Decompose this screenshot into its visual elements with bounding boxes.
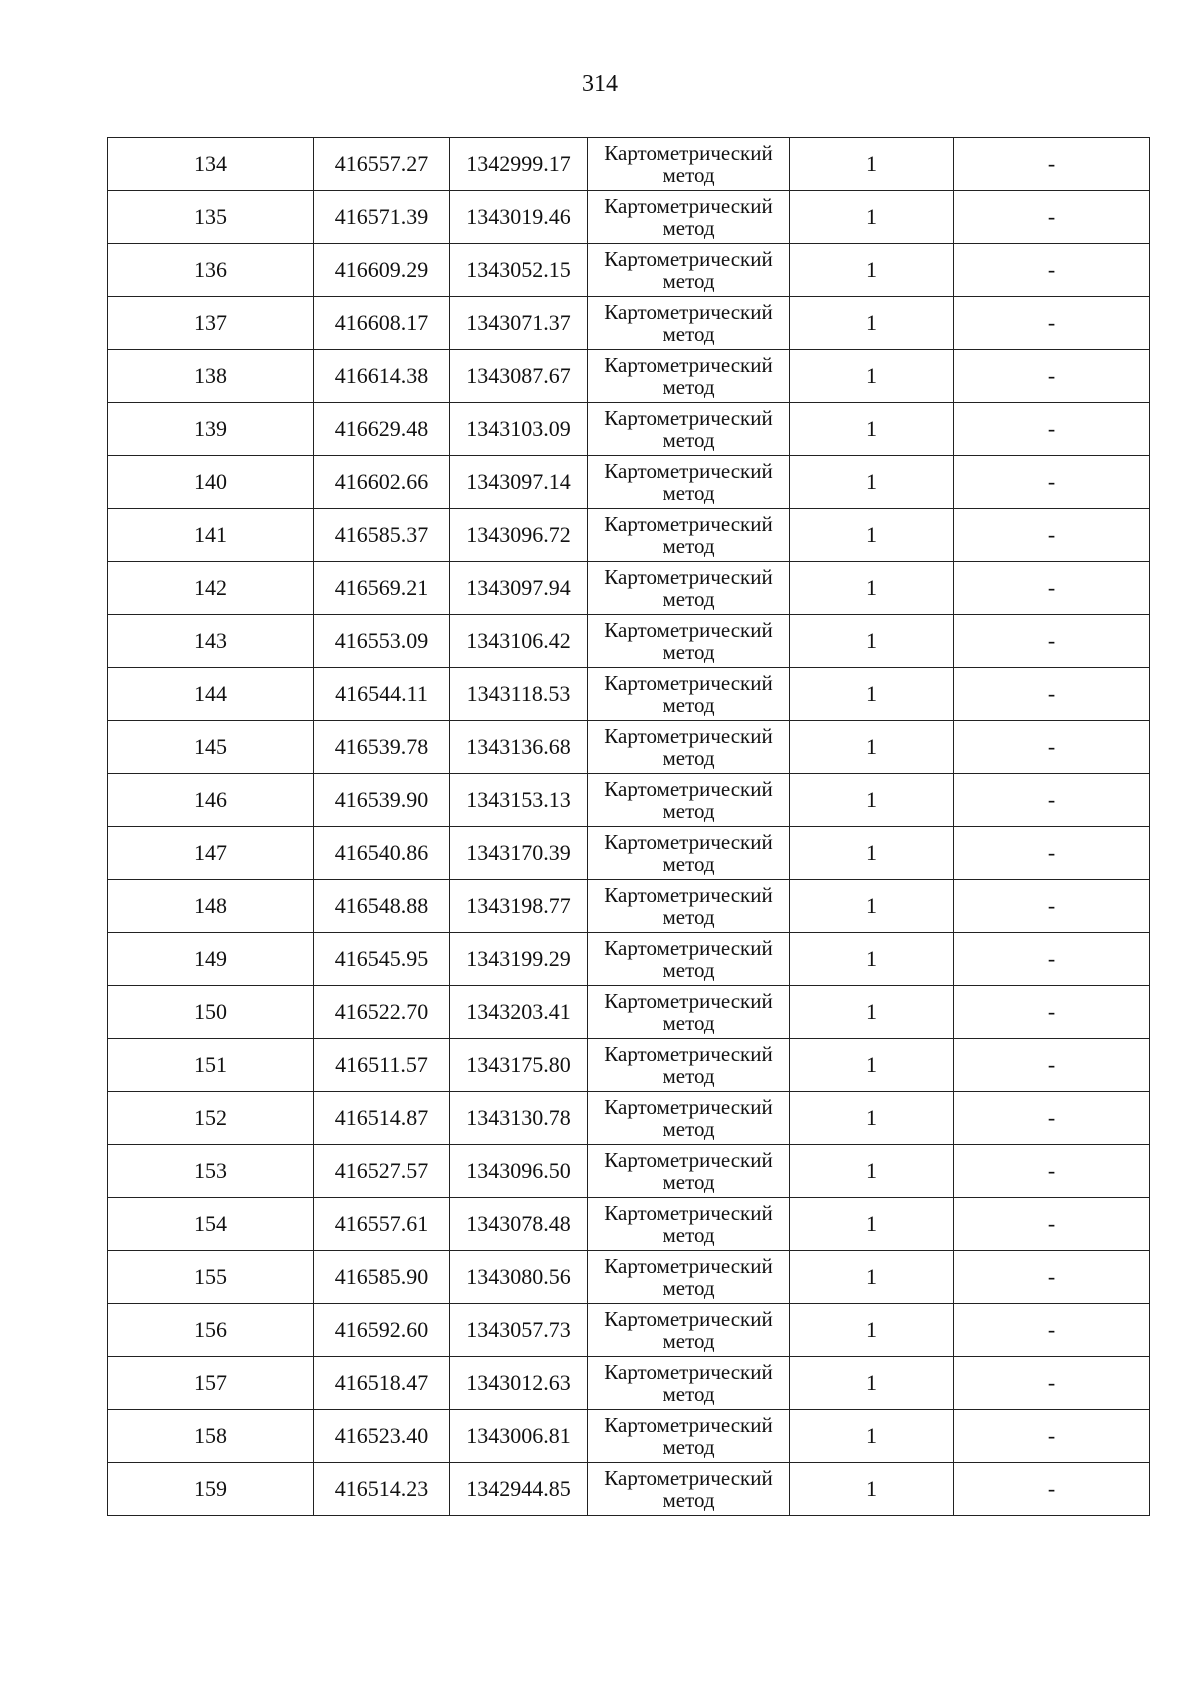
x-coordinate-cell: 416539.78: [314, 721, 450, 774]
table-row: [108, 244, 1150, 297]
x-coordinate-cell: 416557.61: [314, 1198, 450, 1251]
method-line-1: Картометрический: [604, 671, 773, 695]
point-number-cell: 158: [108, 1410, 314, 1463]
precision-cell: 1: [790, 774, 954, 827]
precision-cell: 1: [790, 721, 954, 774]
note-cell: -: [954, 668, 1150, 721]
precision-cell: 1: [790, 1410, 954, 1463]
method-line-2: метод: [662, 269, 715, 293]
table-body: [108, 138, 1150, 1516]
method-cell: [588, 403, 790, 456]
point-number-cell: 154: [108, 1198, 314, 1251]
point-number-cell: 134: [108, 138, 314, 191]
x-coordinate-cell: 416557.27: [314, 138, 450, 191]
note-cell: -: [954, 827, 1150, 880]
method-line-1: Картометрический: [604, 1095, 773, 1119]
point-number-cell: 139: [108, 403, 314, 456]
method-cell: [588, 668, 790, 721]
x-coordinate-cell: 416609.29: [314, 244, 450, 297]
table-row: [108, 1092, 1150, 1145]
method-line-1: Картометрический: [604, 724, 773, 748]
note-cell: -: [954, 456, 1150, 509]
note-cell: -: [954, 774, 1150, 827]
precision-cell: 1: [790, 1357, 954, 1410]
y-coordinate-cell: 1343097.94: [450, 562, 588, 615]
precision-cell: 1: [790, 1092, 954, 1145]
table-row: [108, 350, 1150, 403]
method-line-2: метод: [662, 1117, 715, 1141]
point-number-cell: 136: [108, 244, 314, 297]
method-line-2: метод: [662, 1382, 715, 1406]
method-line-1: Картометрический: [604, 512, 773, 536]
x-coordinate-cell: 416629.48: [314, 403, 450, 456]
point-number-cell: 157: [108, 1357, 314, 1410]
method-line-1: Картометрический: [604, 565, 773, 589]
y-coordinate-cell: 1343130.78: [450, 1092, 588, 1145]
method-line-1: Картометрический: [604, 300, 773, 324]
note-cell: -: [954, 562, 1150, 615]
point-number-cell: 153: [108, 1145, 314, 1198]
table-row: [108, 403, 1150, 456]
precision-cell: 1: [790, 1145, 954, 1198]
y-coordinate-cell: 1343175.80: [450, 1039, 588, 1092]
note-cell: -: [954, 138, 1150, 191]
precision-cell: 1: [790, 509, 954, 562]
table-row: [108, 1304, 1150, 1357]
method-cell: [588, 1039, 790, 1092]
y-coordinate-cell: 1343080.56: [450, 1251, 588, 1304]
method-cell: [588, 880, 790, 933]
method-line-1: Картометрический: [604, 353, 773, 377]
method-cell: [588, 774, 790, 827]
precision-cell: 1: [790, 1198, 954, 1251]
method-line-2: метод: [662, 587, 715, 611]
point-number-cell: 140: [108, 456, 314, 509]
method-line-2: метод: [662, 958, 715, 982]
table-row: [108, 138, 1150, 191]
method-cell: [588, 615, 790, 668]
note-cell: -: [954, 1092, 1150, 1145]
point-number-cell: 137: [108, 297, 314, 350]
precision-cell: 1: [790, 138, 954, 191]
method-line-2: метод: [662, 1329, 715, 1353]
y-coordinate-cell: 1343136.68: [450, 721, 588, 774]
table-row: [108, 1039, 1150, 1092]
method-cell: [588, 1251, 790, 1304]
x-coordinate-cell: 416592.60: [314, 1304, 450, 1357]
table-row: [108, 615, 1150, 668]
point-number-cell: 144: [108, 668, 314, 721]
table-row: [108, 1145, 1150, 1198]
method-cell: [588, 1463, 790, 1516]
table-row: [108, 668, 1150, 721]
point-number-cell: 148: [108, 880, 314, 933]
y-coordinate-cell: 1343170.39: [450, 827, 588, 880]
precision-cell: 1: [790, 986, 954, 1039]
method-line-2: метод: [662, 640, 715, 664]
coordinates-table: [107, 137, 1150, 1516]
method-line-1: Картометрический: [604, 141, 773, 165]
table-row: [108, 1463, 1150, 1516]
method-cell: [588, 933, 790, 986]
precision-cell: 1: [790, 1039, 954, 1092]
y-coordinate-cell: 1343203.41: [450, 986, 588, 1039]
method-line-2: метод: [662, 1435, 715, 1459]
x-coordinate-cell: 416548.88: [314, 880, 450, 933]
table-row: [108, 986, 1150, 1039]
table-row: [108, 1357, 1150, 1410]
table-row: [108, 827, 1150, 880]
point-number-cell: 155: [108, 1251, 314, 1304]
method-line-1: Картометрический: [604, 1148, 773, 1172]
precision-cell: 1: [790, 615, 954, 668]
x-coordinate-cell: 416569.21: [314, 562, 450, 615]
method-line-2: метод: [662, 905, 715, 929]
precision-cell: 1: [790, 1251, 954, 1304]
x-coordinate-cell: 416523.40: [314, 1410, 450, 1463]
note-cell: -: [954, 721, 1150, 774]
method-line-1: Картометрический: [604, 194, 773, 218]
note-cell: -: [954, 1304, 1150, 1357]
x-coordinate-cell: 416527.57: [314, 1145, 450, 1198]
method-line-1: Картометрический: [604, 1042, 773, 1066]
method-line-1: Картометрический: [604, 459, 773, 483]
point-number-cell: 142: [108, 562, 314, 615]
note-cell: -: [954, 880, 1150, 933]
table-row: [108, 933, 1150, 986]
note-cell: -: [954, 1357, 1150, 1410]
precision-cell: 1: [790, 933, 954, 986]
note-cell: -: [954, 1251, 1150, 1304]
precision-cell: 1: [790, 668, 954, 721]
point-number-cell: 146: [108, 774, 314, 827]
precision-cell: 1: [790, 191, 954, 244]
method-line-2: метод: [662, 481, 715, 505]
table-row: [108, 297, 1150, 350]
x-coordinate-cell: 416514.87: [314, 1092, 450, 1145]
table-row: [108, 456, 1150, 509]
method-line-1: Картометрический: [604, 1360, 773, 1384]
method-line-2: метод: [662, 1170, 715, 1194]
note-cell: -: [954, 986, 1150, 1039]
method-line-2: метод: [662, 1276, 715, 1300]
point-number-cell: 138: [108, 350, 314, 403]
note-cell: -: [954, 509, 1150, 562]
method-line-1: Картометрический: [604, 1307, 773, 1331]
method-line-2: метод: [662, 1064, 715, 1088]
method-line-1: Картометрический: [604, 777, 773, 801]
precision-cell: 1: [790, 1304, 954, 1357]
note-cell: -: [954, 1198, 1150, 1251]
precision-cell: 1: [790, 827, 954, 880]
table-row: [108, 509, 1150, 562]
y-coordinate-cell: 1343106.42: [450, 615, 588, 668]
point-number-cell: 147: [108, 827, 314, 880]
method-line-1: Картометрический: [604, 618, 773, 642]
precision-cell: 1: [790, 880, 954, 933]
page-number: 314: [582, 71, 618, 97]
method-line-1: Картометрический: [604, 883, 773, 907]
table-row: [108, 1410, 1150, 1463]
x-coordinate-cell: 416571.39: [314, 191, 450, 244]
x-coordinate-cell: 416553.09: [314, 615, 450, 668]
y-coordinate-cell: 1343096.50: [450, 1145, 588, 1198]
y-coordinate-cell: 1343118.53: [450, 668, 588, 721]
note-cell: -: [954, 1410, 1150, 1463]
method-cell: [588, 1304, 790, 1357]
method-cell: [588, 138, 790, 191]
precision-cell: 1: [790, 403, 954, 456]
note-cell: -: [954, 1463, 1150, 1516]
table-row: [108, 191, 1150, 244]
precision-cell: 1: [790, 297, 954, 350]
point-number-cell: 149: [108, 933, 314, 986]
method-line-2: метод: [662, 1223, 715, 1247]
x-coordinate-cell: 416585.90: [314, 1251, 450, 1304]
point-number-cell: 159: [108, 1463, 314, 1516]
method-line-2: метод: [662, 375, 715, 399]
method-cell: [588, 191, 790, 244]
y-coordinate-cell: 1343057.73: [450, 1304, 588, 1357]
method-cell: [588, 244, 790, 297]
method-line-1: Картометрический: [604, 1201, 773, 1225]
precision-cell: 1: [790, 350, 954, 403]
method-cell: [588, 1092, 790, 1145]
method-cell: [588, 721, 790, 774]
method-line-2: метод: [662, 1488, 715, 1512]
x-coordinate-cell: 416545.95: [314, 933, 450, 986]
method-line-1: Картометрический: [604, 247, 773, 271]
y-coordinate-cell: 1343019.46: [450, 191, 588, 244]
y-coordinate-cell: 1343071.37: [450, 297, 588, 350]
table-row: [108, 774, 1150, 827]
point-number-cell: 152: [108, 1092, 314, 1145]
method-cell: [588, 1357, 790, 1410]
method-cell: [588, 562, 790, 615]
method-line-1: Картометрический: [604, 989, 773, 1013]
method-cell: [588, 1145, 790, 1198]
method-line-2: метод: [662, 799, 715, 823]
table-row: [108, 880, 1150, 933]
x-coordinate-cell: 416539.90: [314, 774, 450, 827]
precision-cell: 1: [790, 456, 954, 509]
x-coordinate-cell: 416602.66: [314, 456, 450, 509]
precision-cell: 1: [790, 244, 954, 297]
x-coordinate-cell: 416544.11: [314, 668, 450, 721]
point-number-cell: 143: [108, 615, 314, 668]
method-line-1: Картометрический: [604, 1413, 773, 1437]
note-cell: -: [954, 1145, 1150, 1198]
method-line-1: Картометрический: [604, 1254, 773, 1278]
y-coordinate-cell: 1343103.09: [450, 403, 588, 456]
x-coordinate-cell: 416585.37: [314, 509, 450, 562]
method-cell: [588, 509, 790, 562]
note-cell: -: [954, 244, 1150, 297]
method-line-2: метод: [662, 322, 715, 346]
method-line-1: Картометрический: [604, 830, 773, 854]
y-coordinate-cell: 1343096.72: [450, 509, 588, 562]
point-number-cell: 135: [108, 191, 314, 244]
method-cell: [588, 986, 790, 1039]
method-cell: [588, 1198, 790, 1251]
method-line-1: Картометрический: [604, 936, 773, 960]
y-coordinate-cell: 1343052.15: [450, 244, 588, 297]
method-line-2: метод: [662, 534, 715, 558]
method-line-2: метод: [662, 216, 715, 240]
y-coordinate-cell: 1343087.67: [450, 350, 588, 403]
note-cell: -: [954, 403, 1150, 456]
y-coordinate-cell: 1343199.29: [450, 933, 588, 986]
precision-cell: 1: [790, 1463, 954, 1516]
x-coordinate-cell: 416540.86: [314, 827, 450, 880]
point-number-cell: 150: [108, 986, 314, 1039]
method-cell: [588, 350, 790, 403]
y-coordinate-cell: 1343078.48: [450, 1198, 588, 1251]
note-cell: -: [954, 1039, 1150, 1092]
method-line-2: метод: [662, 428, 715, 452]
method-cell: [588, 456, 790, 509]
note-cell: -: [954, 350, 1150, 403]
x-coordinate-cell: 416518.47: [314, 1357, 450, 1410]
precision-cell: 1: [790, 562, 954, 615]
table-row: [108, 1198, 1150, 1251]
note-cell: -: [954, 191, 1150, 244]
table-row: [108, 562, 1150, 615]
method-cell: [588, 827, 790, 880]
x-coordinate-cell: 416614.38: [314, 350, 450, 403]
note-cell: -: [954, 297, 1150, 350]
table-row: [108, 1251, 1150, 1304]
x-coordinate-cell: 416514.23: [314, 1463, 450, 1516]
y-coordinate-cell: 1342944.85: [450, 1463, 588, 1516]
method-cell: [588, 1410, 790, 1463]
method-line-2: метод: [662, 693, 715, 717]
method-line-2: метод: [662, 746, 715, 770]
x-coordinate-cell: 416511.57: [314, 1039, 450, 1092]
method-line-2: метод: [662, 852, 715, 876]
y-coordinate-cell: 1343097.14: [450, 456, 588, 509]
method-line-1: Картометрический: [604, 1466, 773, 1490]
table-row: [108, 721, 1150, 774]
point-number-cell: 151: [108, 1039, 314, 1092]
method-line-2: метод: [662, 1011, 715, 1035]
y-coordinate-cell: 1343006.81: [450, 1410, 588, 1463]
method-line-1: Картометрический: [604, 406, 773, 430]
y-coordinate-cell: 1343198.77: [450, 880, 588, 933]
point-number-cell: 141: [108, 509, 314, 562]
x-coordinate-cell: 416608.17: [314, 297, 450, 350]
y-coordinate-cell: 1342999.17: [450, 138, 588, 191]
method-line-2: метод: [662, 163, 715, 187]
note-cell: -: [954, 615, 1150, 668]
y-coordinate-cell: 1343153.13: [450, 774, 588, 827]
y-coordinate-cell: 1343012.63: [450, 1357, 588, 1410]
method-cell: [588, 297, 790, 350]
note-cell: -: [954, 933, 1150, 986]
point-number-cell: 145: [108, 721, 314, 774]
x-coordinate-cell: 416522.70: [314, 986, 450, 1039]
point-number-cell: 156: [108, 1304, 314, 1357]
